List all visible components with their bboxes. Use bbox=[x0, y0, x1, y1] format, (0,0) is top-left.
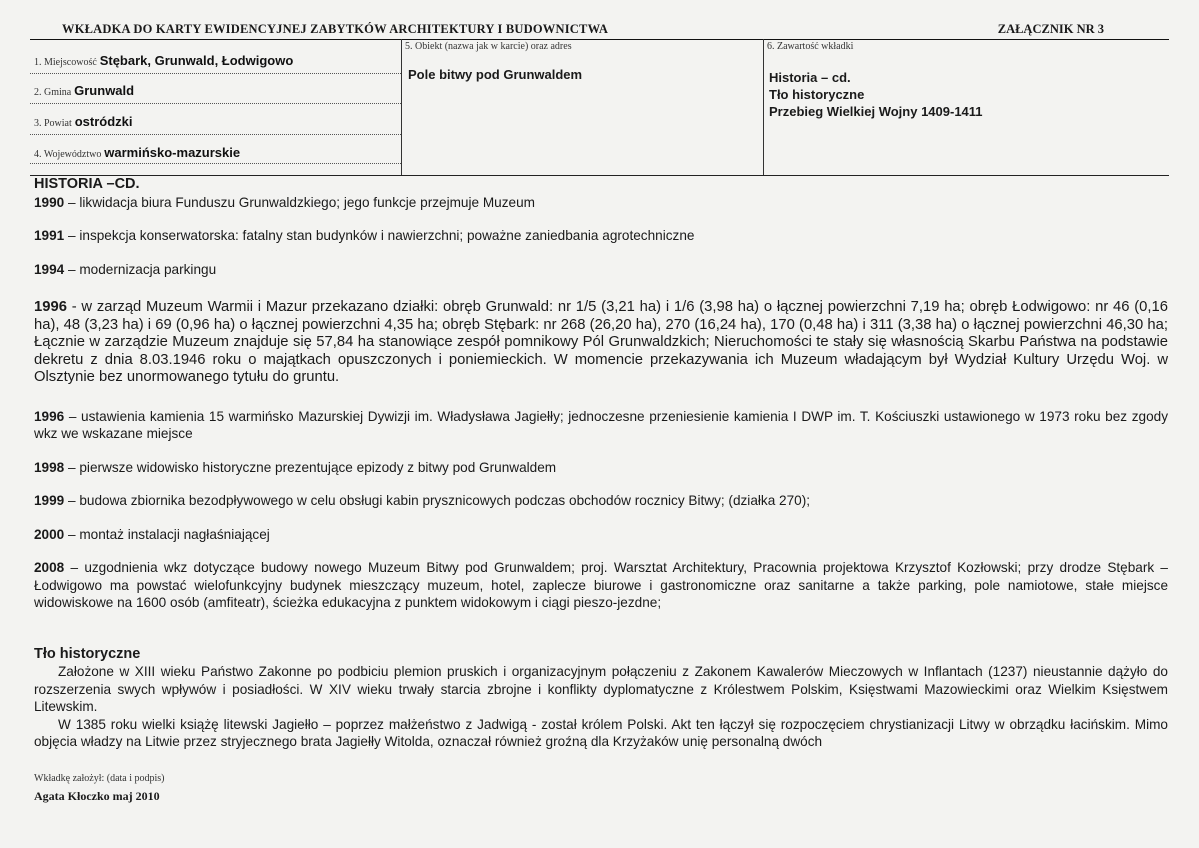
field-separator-4 bbox=[30, 163, 401, 164]
contents-label: 6. Zawartość wkładki bbox=[767, 41, 854, 52]
field-separator-3 bbox=[30, 134, 401, 135]
history-entry: 1996 – ustawienia kamienia 15 warmińsko Mazurskiej Dywizji im. Władysława Jagiełły; jednoczesne przeniesienie kamienia I DWP im. T. Kościuszki ustawionego w 1973 roku bez zgody wkz we wskazane miejsce bbox=[34, 408, 1168, 441]
contents-item-history: Historia – cd. bbox=[769, 70, 851, 85]
history-entry: 1991 – inspekcja konserwatorska: fatalny stan budynków i nawierzchni; poważne zaniedbania agrotechniczne bbox=[34, 228, 695, 243]
contents-list bbox=[769, 69, 983, 120]
field-commune-value: Grunwald bbox=[74, 83, 135, 98]
history-entry: 1990 – likwidacja biura Funduszu Grunwaldzkiego; jego funkcje przejmuje Muzeum bbox=[34, 194, 535, 210]
field-separator-1 bbox=[30, 73, 401, 74]
contents-item-war: Przebieg Wielkiej Wojny 1409-1411 bbox=[769, 104, 983, 119]
field-separator-2 bbox=[30, 103, 401, 104]
annex-number: ZAŁĄCZNIK NR 3 bbox=[997, 22, 1104, 36]
history-entry: 1999 – budowa zbiornika bezodpływowego w celu obsługi kabin prysznicowych podczas obchodów rocznicy Bitwy; (działka 270); bbox=[34, 493, 811, 508]
history-entry: 2008 – uzgodnienia wkz dotyczące budowy nowego Muzeum Bitwy pod Grunwaldem; proj. Warsztat Architektury, Pracownia projektowa Krzysztof Kozłowski; przy drodze Stębark –Łodwigowo ma powstać wielofunkcyjny budynek mieszczący muzeum, hotel, zaplecze biurowe i gastronomiczne oraz sanitarne a także parking, pole namiotowe, stałe miejsce widowiskowe na 1600 osób (amfiteatr), ścieżka edukacyjna z punktem widokowym i ciągi pieszo-jezdne; bbox=[34, 560, 1168, 610]
field-locality-label: 1. Miejscowość bbox=[34, 57, 97, 68]
footer-author: Agata Kłoczko maj 2010 bbox=[34, 789, 160, 803]
field-commune-label: 2. Gmina bbox=[34, 87, 72, 98]
history-entry: 1996 - w zarząd Muzeum Warmii i Mazur przekazano działki: obręb Grunwald: nr 1/5 (3,21 ha) i 1/6 (3,98 ha) o łącznej powierzchni 7,19 ha; obręb Łodwigowo: nr 46 (0,16 ha), 48 (3,23 ha) i 69 (0,96 ha) o łącznej powierzchni 4,35 ha; obręb Stębark: nr 268 (26,20 ha), 270 (16,24 ha), 170 (0,48 ha) i 311 (3,38 ha) o łącznej powierzchni 46,30 ha; Łącznie w zarządzie Muzeum znajduje się 57,84 ha stanowiące zespół pomnikowy Pól Grunwaldzkich; Nieruchomości te stały się własnością Skarbu Państwa na podstawie dekretu z dnia 8.03.1946 roku o majątkach opuszczonych i poniemieckich. W momencie przekazywania ich Muzeum władającym był Wydział Kultury Urzędu Woj. w Olsztynie bez unormowanego tytułu do gruntu. bbox=[34, 299, 1168, 385]
background-paragraph: Założone w XIII wieku Państwo Zakonne po podbiciu plemion pruskich i organizacyjnym połączeniu z Zakonem Kawalerów Mieczowych w Inflantach (1237) nieustannie dążyło do rozszerzenia swych wpływów i posiadłości. W XIV wieku trwały starcia zbrojne i konflikty dyplomatyczne z Królestwem Polskim, Księstwami Mazowieckimi oraz Wielkim Księstwem Litewskim. bbox=[34, 664, 1168, 714]
contents-item-background: Tło historyczne bbox=[769, 87, 865, 102]
history-entry: 2000 – montaż instalacji nagłaśniającej bbox=[34, 526, 270, 542]
header-rule bbox=[30, 39, 1169, 40]
field-commune bbox=[34, 83, 134, 98]
field-voivodeship-value: warmińsko-mazurskie bbox=[104, 145, 241, 160]
object-value: Pole bitwy pod Grunwaldem bbox=[408, 67, 583, 82]
field-voivodeship-label: 4. Województwo bbox=[34, 149, 102, 160]
document-body bbox=[34, 176, 1168, 751]
form-title: WKŁADKA DO KARTY EWIDENCYJNEJ ZABYTKÓW ARCHITEKTURY I BUDOWNICTWA bbox=[62, 22, 609, 36]
field-district bbox=[34, 114, 133, 129]
field-district-label: 3. Powiat bbox=[34, 118, 72, 129]
background-heading: Tło historyczne bbox=[34, 645, 141, 662]
field-locality bbox=[34, 53, 293, 68]
background-paragraph: W 1385 roku wielki książę litewski Jagiełło – poprzez małżeństwo z Jadwigą - został królem Polski. Akt ten łączył się rozpoczęciem chrystianizacji Litwy w obrządku łacińskim. Mimo objęcia władzy na Litwie przez stryjecznego brata Jagiełły Witolda, oznaczał również groźną dla Krzyżaków unię personalną dwóch bbox=[34, 716, 1168, 749]
history-entry: 1998 – pierwsze widowisko historyczne prezentujące epizody z bitwy pod Grunwaldem bbox=[34, 459, 557, 475]
field-voivodeship bbox=[34, 145, 240, 160]
object-label: 5. Obiekt (nazwa jak w karcie) oraz adres bbox=[405, 41, 572, 52]
field-district-value: ostródzki bbox=[74, 114, 133, 129]
field-locality-value: Stębark, Grunwald, Łodwigowo bbox=[99, 53, 294, 68]
history-entry: 1994 – modernizacja parkingu bbox=[34, 261, 217, 277]
history-heading: HISTORIA –CD. bbox=[34, 176, 140, 192]
column-divider-2 bbox=[763, 39, 764, 175]
column-divider-1 bbox=[401, 39, 402, 175]
footer-label: Wkładkę założył: (data i podpis) bbox=[34, 773, 165, 784]
